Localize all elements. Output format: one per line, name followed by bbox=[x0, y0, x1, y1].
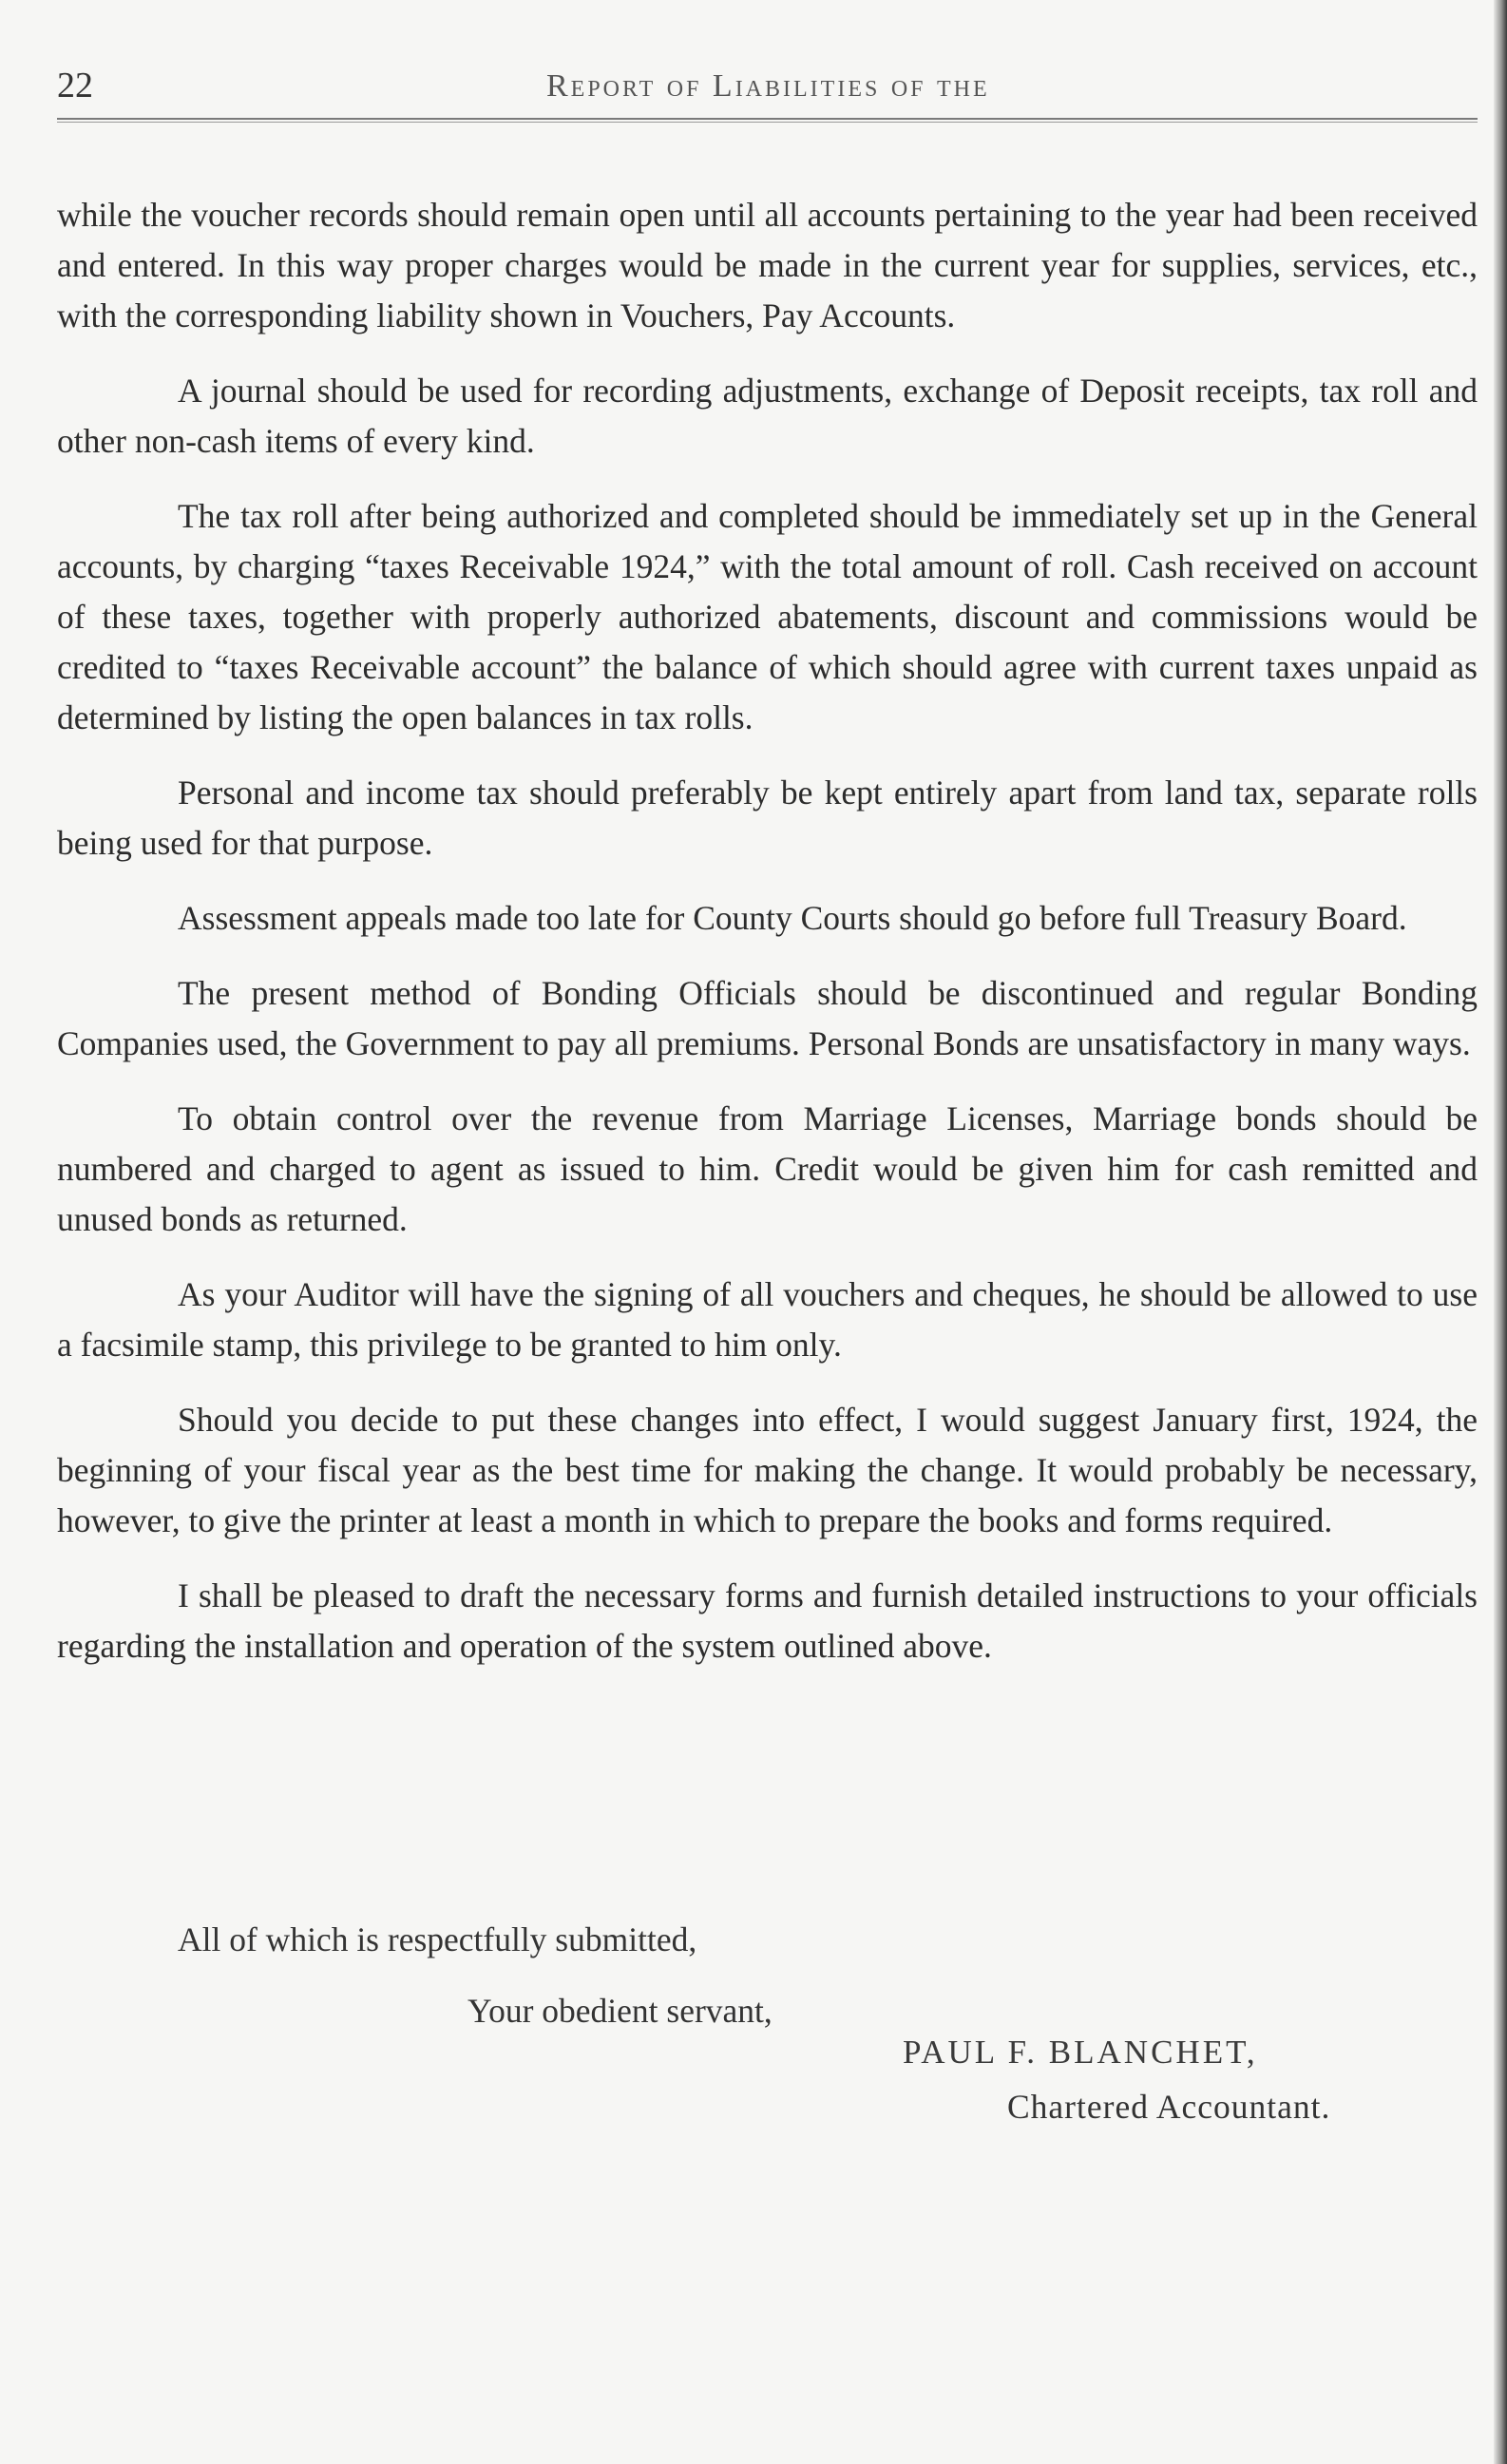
header-rule bbox=[57, 118, 1478, 123]
paragraph-tax-roll: The tax roll after being authorized and completed should be immediately set up in the General accounts, by charging “taxes Receivable 1924,” with the total amount of roll. Cash received on account of these taxes, together with properly authorized abatements, discount and commissions would be credited to “taxes Receivable account” the balance of which should agree with current taxes unpaid as determined by listing the open balances in tax rolls. bbox=[57, 497, 1478, 736]
paragraph-effective-date: Should you decide to put these changes into effect, I would suggest January first, 1924, the beginning of your fiscal year as the best time for making the change. It would probably be necessary, however, to give the printer at least a month in which to prepare the books and forms required. bbox=[57, 1401, 1478, 1539]
paragraph-assessment-appeals: Assessment appeals made too late for County Courts should go before full Treasury Board. bbox=[178, 899, 1407, 937]
paragraph-facsimile-stamp: As your Auditor will have the signing of all vouchers and cheques, he should be allowed to use a facsimile stamp, this privilege to be granted to him only. bbox=[57, 1275, 1478, 1364]
paragraph-marriage-licenses: To obtain control over the revenue from Marriage Licenses, Marriage bonds should be numbered and charged to agent as issued to him. Credit would be given him for cash remitted and unused bonds as returned. bbox=[57, 1099, 1478, 1238]
running-title: Report of Liabilities of the bbox=[546, 68, 990, 104]
signature-name: PAUL F. BLANCHET, bbox=[903, 2034, 1258, 2071]
document-page bbox=[57, 57, 1482, 2126]
page-number: 22 bbox=[57, 66, 93, 105]
paragraph-continuation: while the voucher records should remain open until all accounts pertaining to the year had been received and entered. In this way proper charges would be made in the current year for supplies, services, etc., with the corresponding liability shown in Vouchers, Pay Accounts. bbox=[57, 196, 1478, 334]
closing-servant: Your obedient servant, bbox=[467, 1992, 773, 2030]
paragraph-draft-forms: I shall be pleased to draft the necessary forms and furnish detailed instructions to your officials regarding the installation and operation of the system outlined above. bbox=[57, 1576, 1478, 1665]
paragraph-journal: A journal should be used for recording adjustments, exchange of Deposit receipts, tax roll and other non-cash items of every kind. bbox=[57, 372, 1478, 460]
paragraph-bonding-officials: The present method of Bonding Officials should be discontinued and regular Bonding Companies used, the Government to pay all premiums. Personal Bonds are unsatisfactory in many ways. bbox=[57, 974, 1478, 1062]
closing-submitted: All of which is respectfully submitted, bbox=[178, 1920, 697, 1958]
running-header bbox=[57, 57, 1482, 118]
signature-title: Chartered Accountant. bbox=[1007, 2088, 1331, 2126]
body-text bbox=[57, 190, 1478, 1696]
page-edge-shadow bbox=[1494, 0, 1507, 2464]
paragraph-personal-income-tax: Personal and income tax should preferably be kept entirely apart from land tax, separate rolls being used for that purpose. bbox=[57, 774, 1478, 862]
